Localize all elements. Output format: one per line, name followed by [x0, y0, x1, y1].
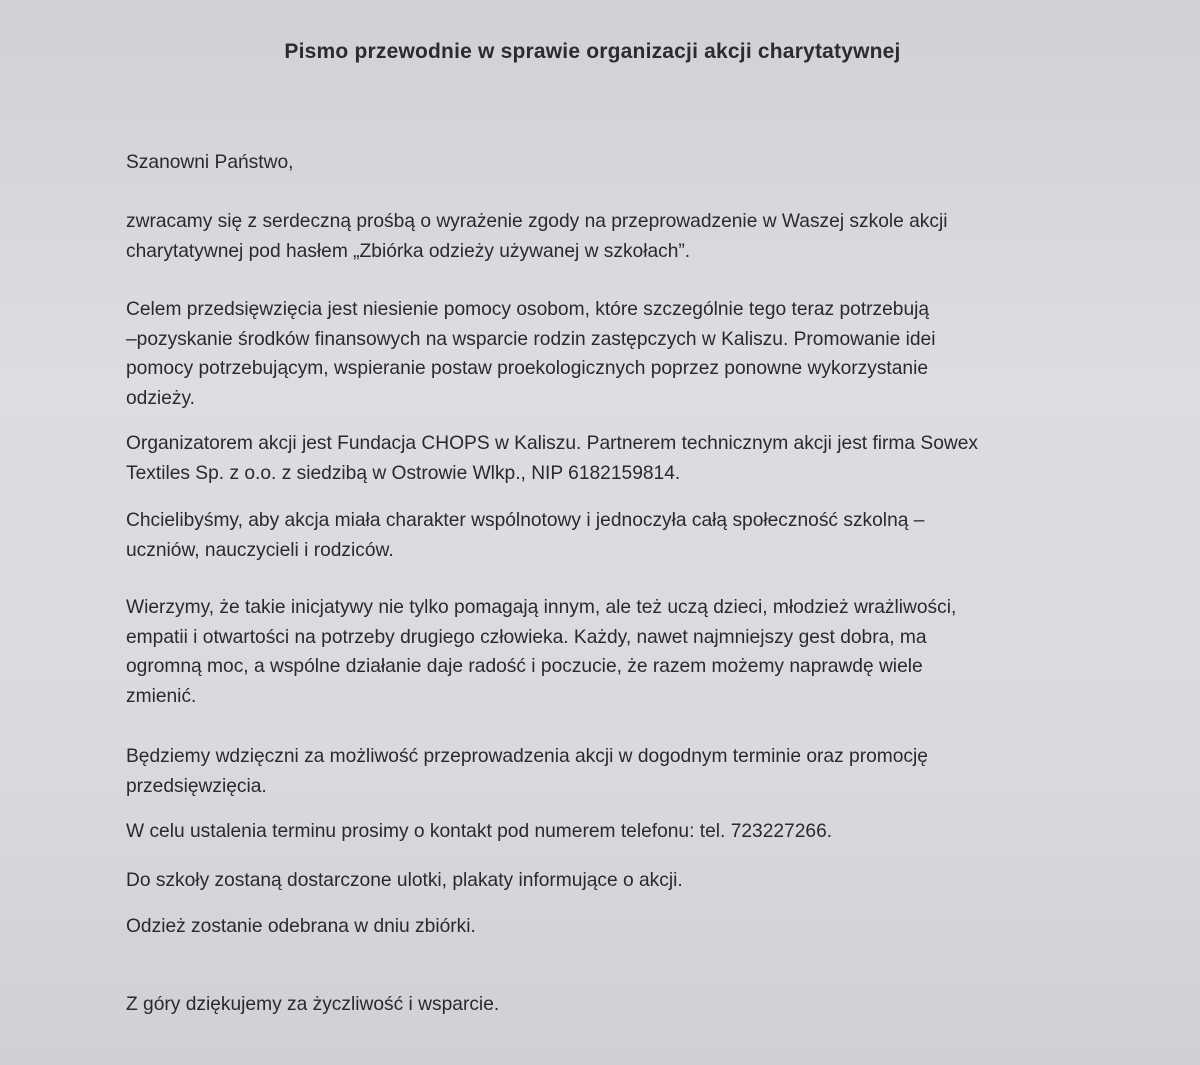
paragraph-line: zmienić. [126, 685, 197, 707]
paragraph-pickup [126, 912, 1046, 942]
paragraph-line: W celu ustalenia terminu prosimy o kontakt pod numerem telefonu: tel. 723227266. [126, 821, 833, 842]
letter-title: Pismo przewodnie w sprawie organizacji akcji charytatywnej [284, 40, 901, 63]
paragraph-line: Celem przedsięwzięcia jest niesienie pomocy osobom, które szczególnie tego teraz potrzebują [126, 299, 930, 320]
paragraph-line: odzieży. [126, 387, 195, 409]
paragraph-community [126, 506, 1046, 565]
paragraph-line: –pozyskanie środków finansowych na wsparcie rodzin zastępczych w Kaliszu. Promowanie idei [126, 328, 936, 350]
paragraph-line: Odzież zostanie odebrana w dniu zbiórki. [126, 916, 476, 937]
paragraph-line: Będziemy wdzięczni za możliwość przeprowadzenia akcji w dogodnym terminie oraz promocję [126, 746, 928, 767]
paragraph-line: Chcielibyśmy, aby akcja miała charakter wspólnotowy i jednoczyła całą społeczność szkolną – [126, 510, 925, 531]
paragraph-line: Do szkoły zostaną dostarczone ulotki, plakaty informujące o akcji. [126, 870, 683, 891]
closing: Z góry dziękujemy za życzliwość i wsparcie. [126, 994, 500, 1015]
paragraph-materials [126, 866, 1046, 896]
paragraph-line: Organizatorem akcji jest Fundacja CHOPS w Kaliszu. Partnerem technicznym akcji jest firma Sowex [126, 433, 979, 454]
paragraph-contact [126, 817, 1046, 847]
paragraph-line: Textiles Sp. z o.o. z siedzibą w Ostrowie Wlkp., NIP 6182159814. [126, 462, 681, 484]
paragraph-line: uczniów, nauczycieli i rodziców. [126, 539, 394, 561]
paragraph-goal [126, 295, 1046, 413]
paragraph-organizer [126, 429, 1046, 488]
paragraph-belief [126, 593, 1046, 711]
paragraph-line: Wierzymy, że takie inicjatywy nie tylko pomagają innym, ale też uczą dzieci, młodzież wrażliwości, [126, 597, 957, 618]
paragraph-line: zwracamy się z serdeczną prośbą o wyrażenie zgody na przeprowadzenie w Waszej szkole akcji [126, 211, 948, 232]
paragraph-line: empatii i otwartości na potrzeby drugiego człowieka. Każdy, nawet najmniejszy gest dobra, ma [126, 626, 927, 648]
paragraph-line: pomocy potrzebującym, wspieranie postaw proekologicznych poprzez ponowne wykorzystanie [126, 358, 929, 379]
paragraph-line: przedsięwzięcia. [126, 775, 267, 797]
paragraph-request [126, 207, 1046, 266]
salutation: Szanowni Państwo, [126, 152, 294, 173]
paragraph-gratitude [126, 742, 1046, 801]
paragraph-line: charytatywnej pod hasłem „Zbiórka odzieży używanej w szkołach”. [126, 240, 691, 262]
paragraph-line: ogromną moc, a wspólne działanie daje radość i poczucie, że razem możemy naprawdę wiele [126, 656, 923, 677]
